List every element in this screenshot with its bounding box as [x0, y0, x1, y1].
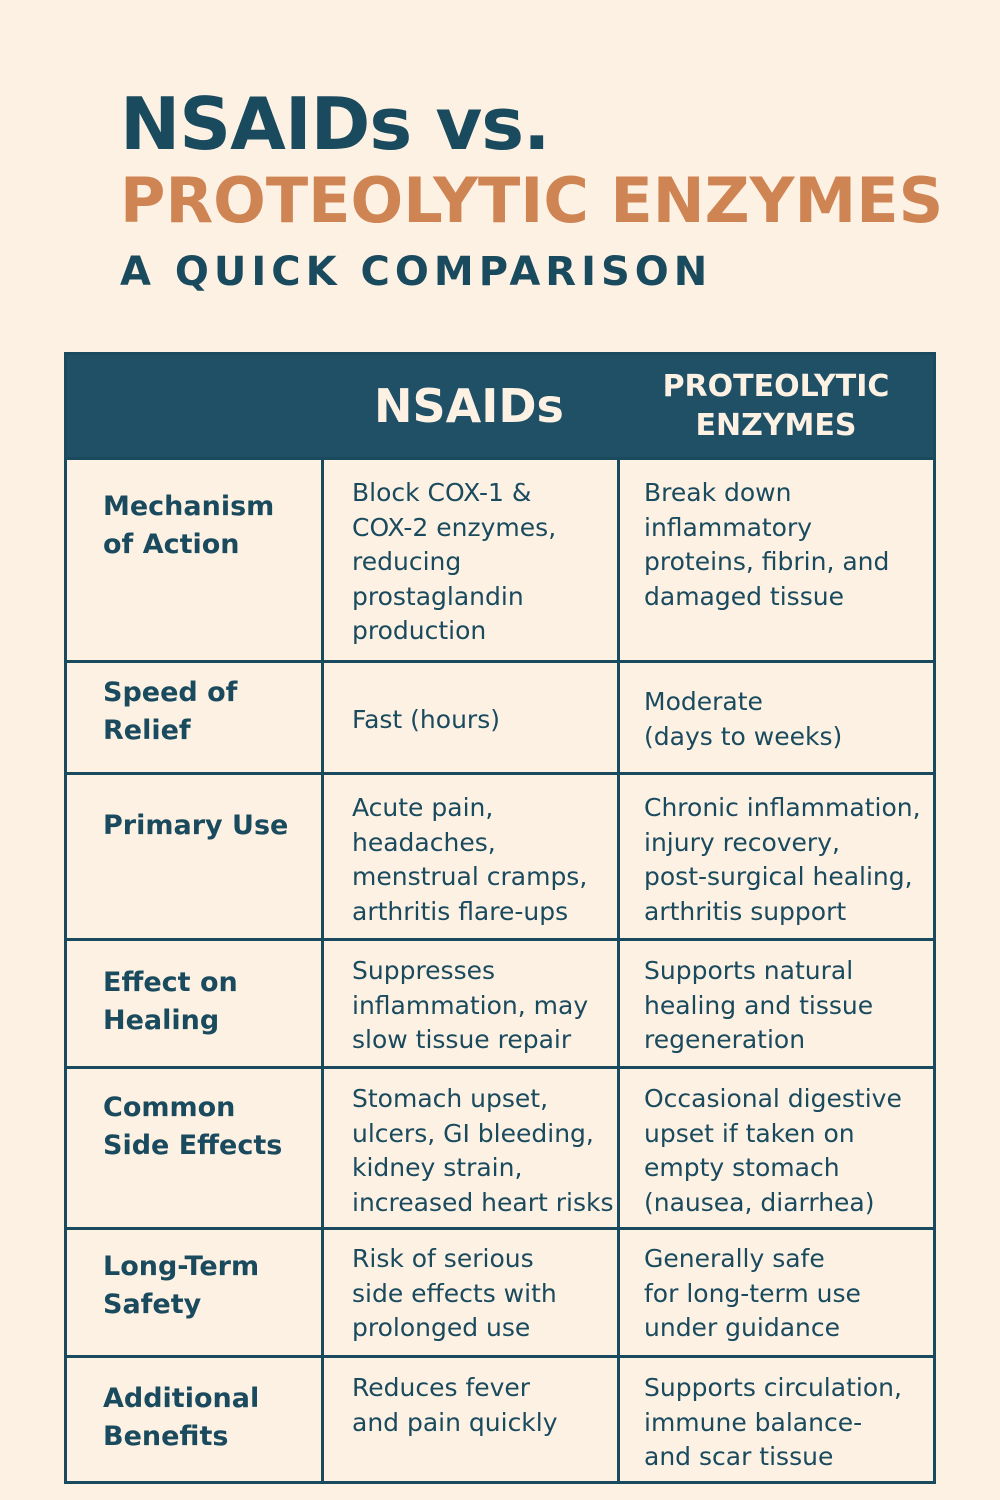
- enzymes-cell: Occasional digestive upset if taken on empty stomach (nausea, diarrhea): [617, 1069, 933, 1227]
- row-label: Primary Use: [103, 810, 289, 841]
- table-row: [67, 660, 933, 772]
- table-header: [67, 355, 933, 457]
- row-label: Long-Term Safety: [103, 1251, 260, 1320]
- table-row: [67, 772, 933, 938]
- table-row: [67, 457, 933, 660]
- enzymes-cell: Supports natural healing and tissue regeneration: [617, 941, 933, 1066]
- row-label: Common Side Effects: [103, 1092, 283, 1161]
- column-header-nsaids: NSAIDs: [374, 379, 564, 433]
- nsaids-cell: Risk of serious side effects with prolonged use: [321, 1230, 617, 1355]
- row-label: Speed of Relief: [103, 677, 238, 746]
- nsaids-cell: Stomach upset, ulcers, GI bleeding, kidney strain, increased heart risks: [321, 1069, 617, 1227]
- nsaids-cell: Block COX-1 & COX-2 enzymes, reducing prostaglandin production: [321, 460, 617, 660]
- enzymes-cell: Supports circulation, immune balance- and scar tissue: [617, 1358, 933, 1481]
- subtitle: A QUICK COMPARISON: [120, 249, 713, 295]
- comparison-table: [64, 352, 936, 1484]
- row-label: Mechanism of Action: [103, 491, 275, 560]
- nsaids-cell: Acute pain, headaches, menstrual cramps, arthritis flare-ups: [321, 775, 617, 938]
- table-row: [67, 938, 933, 1066]
- title-nsaids: NSAIDs vs.: [120, 82, 550, 166]
- title-enzymes: PROTEOLYTIC ENZYMES: [120, 164, 944, 237]
- table-row: [67, 1227, 933, 1355]
- enzymes-cell: Moderate (days to weeks): [617, 663, 933, 772]
- nsaids-cell: Reduces fever and pain quickly: [321, 1358, 617, 1481]
- row-label: Additional Benefits: [103, 1383, 260, 1452]
- nsaids-cell: Suppresses inflammation, may slow tissue repair: [321, 941, 617, 1066]
- enzymes-cell: Chronic inflammation, injury recovery, post-surgical healing, arthritis support: [617, 775, 933, 938]
- enzymes-cell: Generally safe for long-term use under guidance: [617, 1230, 933, 1355]
- row-label: Effect on Healing: [103, 967, 238, 1036]
- column-header-enzymes: PROTEOLYTIC ENZYMES: [662, 369, 890, 443]
- nsaids-cell: Fast (hours): [321, 663, 617, 772]
- table-row: [67, 1066, 933, 1227]
- enzymes-cell: Break down inflammatory proteins, fibrin, and damaged tissue: [617, 460, 933, 660]
- table-row: [67, 1355, 933, 1481]
